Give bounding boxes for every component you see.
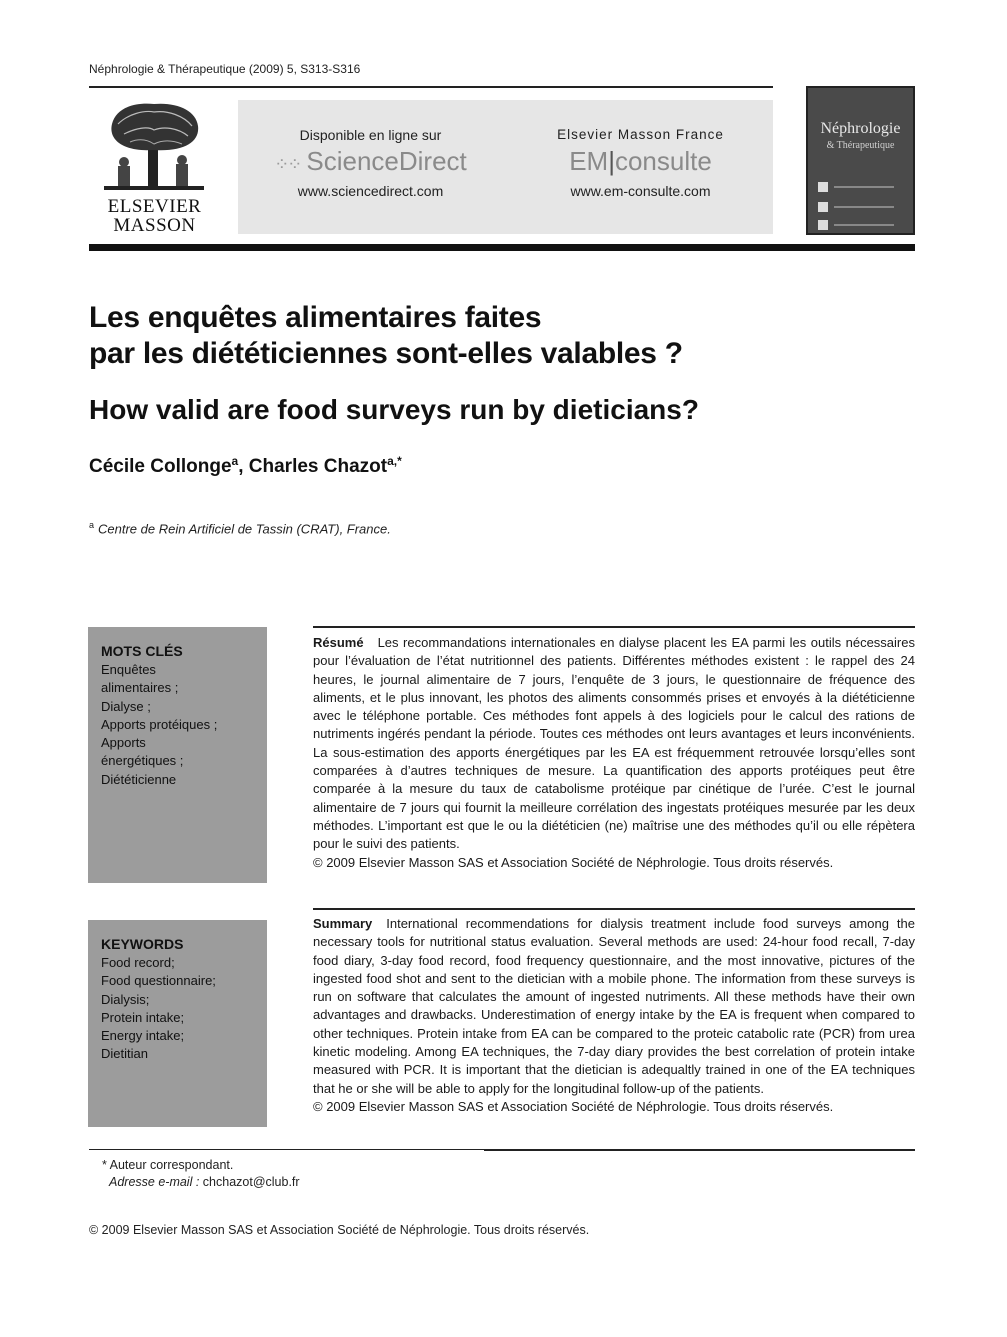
article-title-english: How valid are food surveys run by dieticians? (89, 394, 699, 425)
abstract-copyright: © 2009 Elsevier Masson SAS et Association Société de Néphrologie. Tous droits réservés. (313, 1098, 834, 1114)
email-label: Adresse e-mail : (109, 1175, 200, 1189)
abstract-label: Résumé (313, 635, 364, 650)
sciencedirect-logo: ⁘⁘ ScienceDirect (274, 146, 467, 176)
keywords-box-french (88, 627, 267, 883)
keyword: Dialyse ; (101, 698, 151, 714)
author-list: Cécile Collonge$^a$, Charles Chazot$^{a,*}$ (89, 454, 402, 477)
abstract-text: International recommendations for dialysis treatment include food surveys among the necessary tools for nutritional status evaluation. Several methods are used: 24-hour food recall, 7-day food diary, 3-day food record, food frequency questionnaire, and the most innovative, pictures of the ingested food shot and sent to the dietician with a mobile phone. The information from these surveys is run on software that calculates the amount of ingested nutriments. All these methods have their own advantages and drawbacks. Underestimation of energy intake by the EA is frequent when compared to other techniques. Protein intake from EA can be compared to the proteic catabolic rate (PCR) from urea kinetic modeling. Among EA techniques, the 7-day diary provides the best correlation of protein intake measured with PCR. It is important that the dietician is adequaltly trained in one of the EA techniques that he or she will be able to apply for the longitudinal follow-up of the patients. (313, 916, 915, 1096)
dots-icon: ⁘⁘ (274, 154, 301, 174)
keyword: Energy intake; (101, 1028, 185, 1044)
emconsulte-url[interactable]: www.em-consulte.com (570, 183, 711, 199)
cover-square-icon (818, 220, 828, 230)
sciencedirect-url[interactable]: www.sciencedirect.com (297, 183, 444, 199)
cover-title: Néphrologie (820, 120, 901, 137)
corresponding-author-note: * Auteur correspondant. (102, 1158, 234, 1172)
keywords-box-english (88, 920, 267, 1127)
article-title-french: Les enquêtes alimentaires faites par les diététiciennes sont-elles valables ? (89, 301, 683, 370)
emconsulte-logo: EM|consulte (569, 146, 712, 176)
keyword: Food questionnaire; (101, 973, 216, 989)
sciencedirect-block[interactable] (248, 100, 493, 234)
cover-line (834, 224, 894, 226)
journal-cover-thumbnail[interactable] (806, 86, 915, 235)
keywords-title: MOTS CLÉS (101, 643, 183, 659)
keyword: Apports (101, 735, 146, 751)
cover-square-icon (818, 202, 828, 212)
abstract-french (313, 634, 915, 872)
elsevier-masson-logo (92, 100, 217, 238)
keyword: Diététicienne (101, 771, 177, 787)
header-rule (89, 86, 773, 88)
abstract-rule (313, 626, 915, 628)
keyword: Dietitian (101, 1046, 148, 1062)
author-name: Cécile Collonge (89, 456, 232, 477)
emconsulte-caption: Elsevier Masson France (557, 127, 724, 142)
keywords-title: KEYWORDS (101, 936, 184, 952)
footnote-rule (89, 1149, 484, 1150)
keyword: Dialysis; (101, 991, 150, 1007)
keyword: Food record; (101, 955, 175, 970)
abstract-rule (313, 908, 915, 910)
cover-square-icon (818, 182, 828, 192)
sciencedirect-caption: Disponible en ligne sur (299, 127, 442, 143)
emconsulte-block[interactable] (518, 100, 763, 234)
keyword: Protein intake; (101, 1009, 185, 1025)
journal-reference: Néphrologie & Thérapeutique (2009) 5, S313-S316 (89, 62, 361, 76)
author-name: Charles Chazot (248, 456, 388, 477)
cover-line (834, 186, 894, 188)
affiliation: $^a$ Centre de Rein Artificiel de Tassin (CRAT), France. (89, 520, 391, 537)
author-affiliation-mark: a (231, 454, 239, 468)
cover-line (834, 206, 894, 208)
cover-subtitle: & Thérapeutique (826, 140, 895, 151)
abstract-text: Les recommandations internationales en dialyse placent les EA parmi les outils nécessaires pour l’évaluation de l’état nutritionnel des patients. Différentes méthodes existent : le rappel des 24 heures, le journal alimentaire de 7 jours, l’enquête de 3 jours, le questionnaire de fréquence des aliments, et le plus innovant, les photos des aliments consommés prises et envoyés à la diététicienne avec le téléphone portable. Ces méthodes font appels à des logiciels pour le calcul des rations de nutriments ingérés pendant la période. Toutes ces méthodes ont leurs avantages et leurs inconvénients. La sous-estimation des apports énergétiques par les EA est fréquemment retrouvée lorsqu’elles sont comparées à d’autres techniques de mesure. La quantification des apports protéiques peut être comparée à la mesure du taux de catabolisme protéique par cinétique de l’urée. C’est le journal alimentaire de 7 jours qui fournit la meilleure corrélation des ingestats protéiques mesurée par les deux méthodes. L’important est que le ou la diététicien (ne) maîtrise une des méthodes qu’il ou elle répètera pour le suivi des patients. (313, 635, 915, 852)
keyword: alimentaires ; (101, 680, 179, 696)
abstract-label: Summary (313, 916, 373, 931)
header-thick-rule (89, 244, 915, 251)
footnote (102, 1157, 300, 1191)
abstract-copyright: © 2009 Elsevier Masson SAS et Association Société de Néphrologie. Tous droits réservés. (313, 854, 834, 870)
keyword: Enquêtes (101, 662, 156, 677)
keyword: Apports protéiques ; (101, 716, 218, 732)
abstract-english (313, 915, 915, 1116)
tree-emblem-icon (104, 100, 204, 192)
abstract-bottom-rule (484, 1149, 915, 1151)
availability-banner (238, 100, 773, 234)
email-link[interactable]: chchazot@club.fr (202, 1175, 300, 1189)
author-affiliation-mark: a,* (387, 454, 402, 468)
logo-text-masson: MASSON (113, 215, 196, 236)
page-copyright: © 2009 Elsevier Masson SAS et Association Société de Néphrologie. Tous droits réservés. (89, 1223, 590, 1237)
keyword: énergétiques ; (101, 753, 184, 769)
logo-text-elsevier: ELSEVIER (107, 196, 202, 217)
